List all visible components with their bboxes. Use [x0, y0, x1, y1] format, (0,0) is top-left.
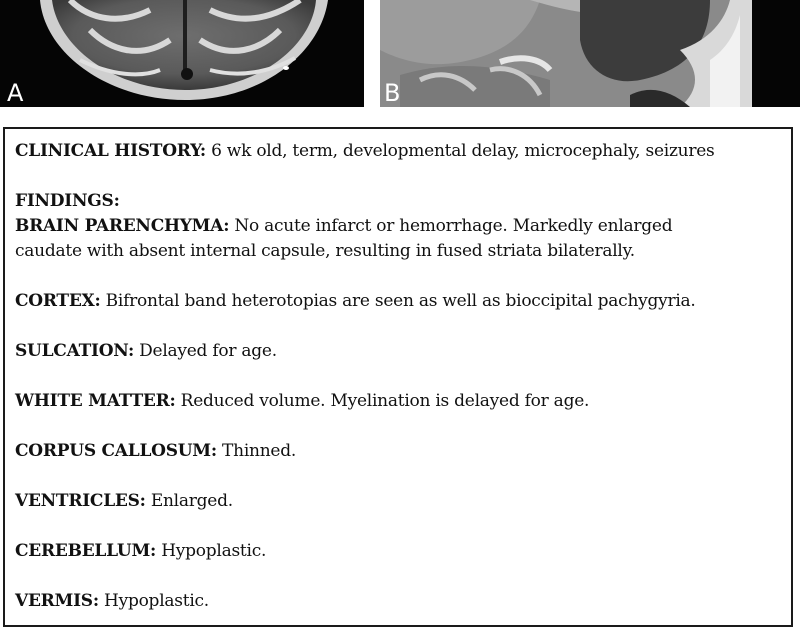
cortex-finding: CORTEX: Bifrontal band heterotopias are seen as well as bioccipital pachygyria. [15, 291, 696, 311]
ventricles-finding: VENTRICLES: Enlarged. [15, 491, 233, 511]
vermis-label: VERMIS: [15, 591, 99, 611]
findings-heading: FINDINGS: [15, 191, 120, 211]
cerebellum-finding: CEREBELLUM: Hypoplastic. [15, 541, 267, 561]
brain-parenchyma-line2: caudate with absent internal capsule, resulting in fused striata bilaterally. [15, 241, 635, 261]
panel-label-b: B [384, 79, 401, 107]
cortex-label: CORTEX: [15, 291, 101, 311]
corpus-callosum-label: CORPUS CALLOSUM: [15, 441, 217, 461]
sulcation-label: SULCATION: [15, 341, 134, 361]
clinical-history-text: 6 wk old, term, developmental delay, microcephaly, seizures [205, 141, 715, 161]
white-matter-label: WHITE MATTER: [15, 391, 176, 411]
sagittal-brain-image [380, 0, 800, 107]
sulcation-finding: SULCATION: Delayed for age. [15, 341, 277, 361]
mri-panel-a [0, 0, 364, 107]
panel-label-a: A [7, 79, 24, 107]
radiology-report [3, 127, 793, 627]
brain-parenchyma-line1: BRAIN PARENCHYMA: No acute infarct or hemorrhage. Markedly enlarged [15, 216, 673, 236]
clinical-history-label: CLINICAL HISTORY: [15, 141, 206, 161]
brain-parenchyma-label: BRAIN PARENCHYMA: [15, 216, 230, 236]
cerebellum-label: CEREBELLUM: [15, 541, 157, 561]
mri-panel-b [380, 0, 800, 107]
ventricles-label: VENTRICLES: [15, 491, 146, 511]
vermis-finding: VERMIS: Hypoplastic. [15, 591, 209, 611]
corpus-callosum-finding: CORPUS CALLOSUM: Thinned. [15, 441, 297, 461]
axial-brain-image [0, 0, 364, 107]
white-matter-finding: WHITE MATTER: Reduced volume. Myelination is delayed for age. [15, 391, 590, 411]
clinical-history [15, 139, 781, 164]
